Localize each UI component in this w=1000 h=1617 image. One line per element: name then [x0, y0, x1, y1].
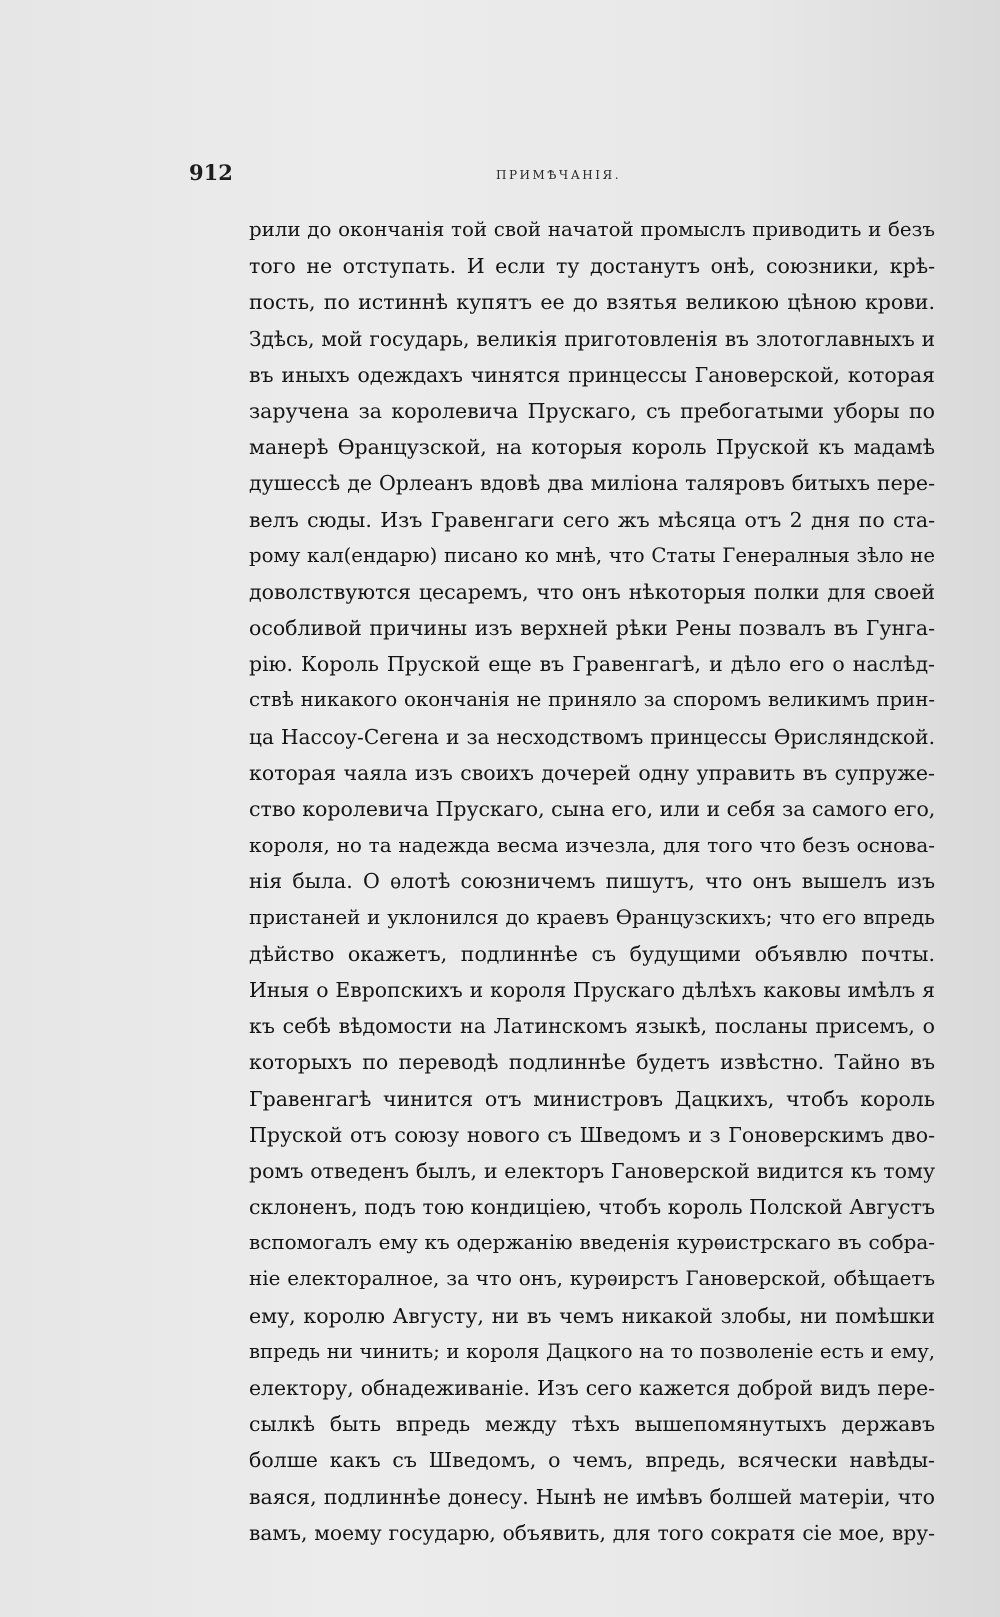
- text-line: ство королевича Прускаго, сына его, или и себя за самого его,: [249, 797, 936, 821]
- text-line: склоненъ, подъ тою кондиціею, чтобъ король Полской Августъ: [249, 1195, 935, 1220]
- text-line: ваяся, подлиннѣе донесу. Нынѣ не имѣвъ болшей матеріи, что: [249, 1484, 935, 1509]
- text-line: велъ сюды. Изъ Гравенгаги сего жъ мѣсяца отъ 2 дня по ста-: [249, 507, 935, 532]
- text-line: въ иныхъ одеждахъ чинятся принцессы Гановерской, которая: [249, 362, 935, 387]
- page-number: 912: [189, 160, 233, 185]
- text-line: дѣйство окажетъ, подлиннѣе съ будущими объявлю почты.: [249, 941, 935, 966]
- text-line: заручена за королевича Прускаго, съ пребогатыми уборы по: [249, 398, 935, 423]
- text-line: которая чаяла изъ своихъ дочерей одну управить въ супруже-: [249, 760, 935, 785]
- text-line: сылкѣ быть впредь между тѣхъ вышепомянутыхъ державъ: [249, 1412, 935, 1437]
- text-line: нія была. О ѳлотѣ союзничемъ пишутъ, что онъ вышелъ изъ: [249, 869, 935, 894]
- text-line: рію. Король Пруской еще въ Гравенгагѣ, и дѣло его о наслѣд-: [249, 652, 935, 677]
- text-line: електору, обнадеживаніе. Изъ сего кажется доброй видъ пере-: [249, 1376, 935, 1400]
- text-line: ему, королю Августу, ни въ чемъ никакой злобы, ни помѣшки: [249, 1303, 935, 1328]
- text-line: ніе електоралное, за что онъ, курѳирстъ Гановерской, обѣщаетъ: [249, 1267, 935, 1291]
- text-line: пристаней и уклонился до краевъ Ѳранцузскихъ; что его впредь: [249, 905, 935, 929]
- text-line: Гравенгагѣ чинится отъ министровъ Дацкихъ, чтобъ король: [249, 1086, 935, 1111]
- text-line: ца Нассоу-Сегена и за несходствомъ принцессы Ѳрисляндской.: [249, 724, 935, 749]
- text-line: Здѣсь, мой государь, великія приготовленія въ злотоглавныхъ и: [249, 326, 935, 351]
- text-line: того не отступать. И если ту достанутъ онѣ, союзники, крѣ-: [249, 254, 935, 279]
- text-line: рому кал(ендарю) писано ко мнѣ, что Статы Генералныя зѣло не: [249, 543, 935, 567]
- text-line: короля, но та надежда весма изчезла, для того что безъ основа-: [249, 833, 935, 858]
- text-line: которыхъ по переводѣ подлиннѣе будетъ извѣстно. Тайно въ: [249, 1050, 935, 1075]
- text-line: къ себѣ вѣдомости на Латинскомъ языкѣ, посланы присемъ, о: [249, 1014, 935, 1039]
- text-line: Пруской отъ союзу нового съ Шведомъ и з Гоноверскимъ дво-: [249, 1122, 935, 1147]
- text-line: впредь ни чинить; и короля Дацкого на то позволеніе есть и ему,: [249, 1339, 935, 1363]
- text-line: вспомогалъ ему къ одержанію введенія курѳистрскаго въ собра-: [249, 1231, 935, 1255]
- text-line: пость, по истиннѣ купятъ ее до взятья великою цѣною крови.: [249, 290, 935, 315]
- text-line: рили до окончанія той свой начатой промыслъ приводить и безъ: [249, 218, 935, 241]
- text-line: вамъ, моему государю, объявить, для того сократя сіе мое, вру-: [249, 1520, 935, 1545]
- text-line: особливой причины изъ верхней рѣки Рены позвалъ въ Гунга-: [249, 616, 935, 641]
- text-line: болше какъ съ Шведомъ, о чемъ, впредь, всячески навѣды-: [249, 1448, 935, 1473]
- text-line: манерѣ Ѳранцузской, на которыя король Пруской къ мадамѣ: [249, 435, 935, 460]
- text-line: доволствуются цесаремъ, что онъ нѣкоторыя полки для своей: [249, 579, 935, 604]
- text-line: ромъ отведенъ былъ, и електоръ Гановерской видится къ тому: [249, 1158, 935, 1183]
- body-text: [249, 212, 935, 1551]
- text-line: ствѣ никакого окончанія не приняло за споромъ великимъ прин-: [249, 688, 935, 712]
- text-line: Иныя о Европскихъ и короля Прускаго дѣлѣхъ каковы имѣлъ я: [249, 977, 935, 1002]
- running-title: ПРИМѢЧАНІЯ.: [496, 168, 622, 182]
- text-line: душессѣ де Орлеанъ вдовѣ два миліона таляровъ битыхъ пере-: [249, 471, 935, 496]
